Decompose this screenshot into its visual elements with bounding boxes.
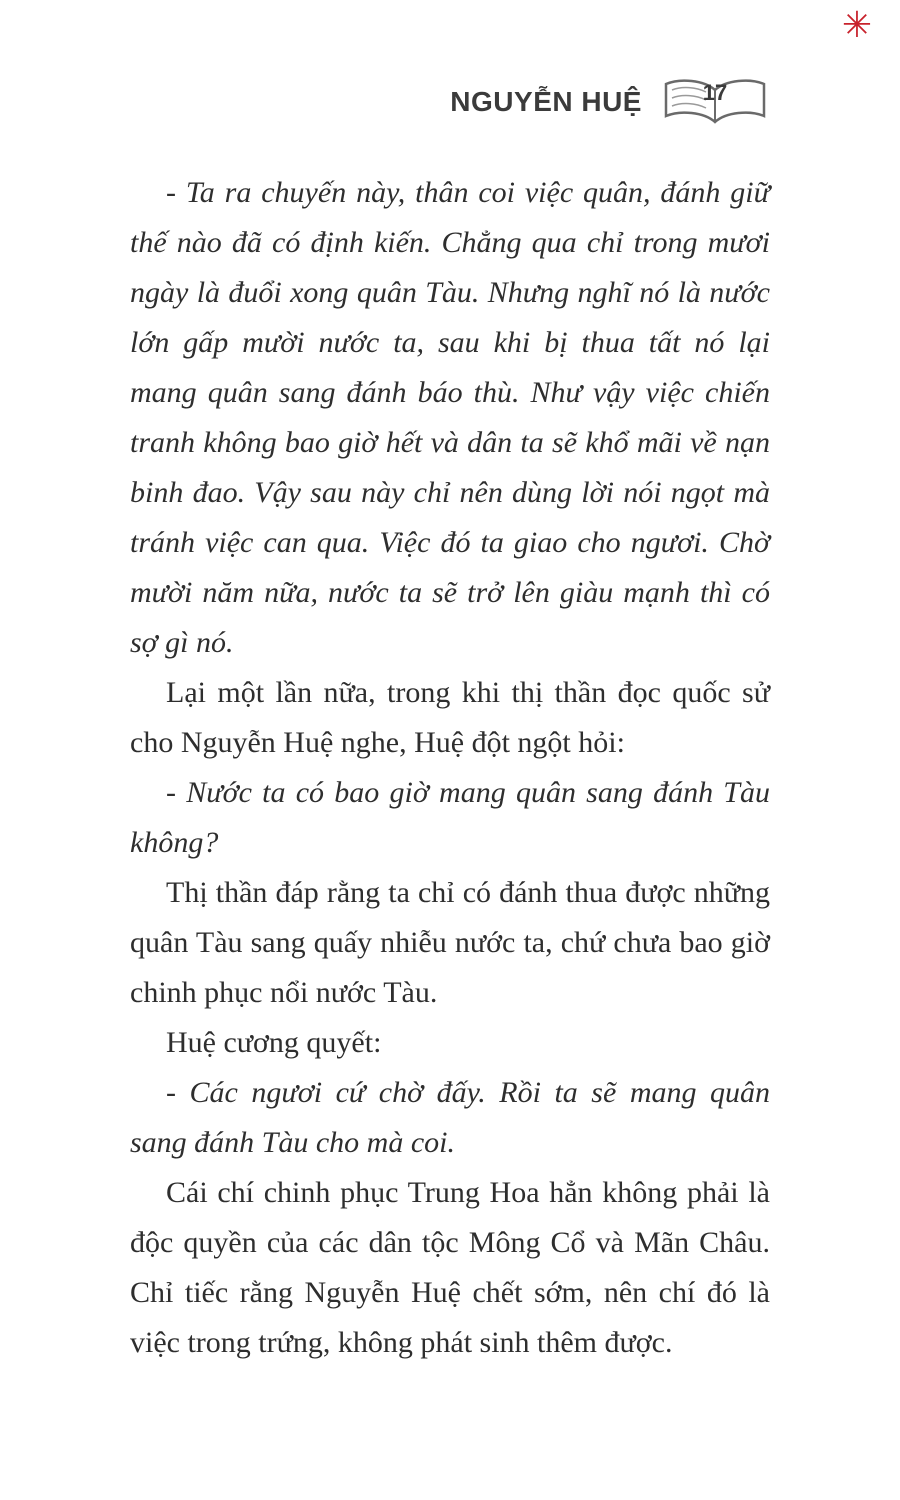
red-asterisk-icon: ✳ [841,5,872,46]
chapter-title: NGUYỄN HUỆ [450,86,642,117]
open-book-icon [660,76,770,128]
paragraph-narration: Huệ cương quyết: [166,1026,382,1059]
paragraph-narration: Cái chí chinh phục Trung Hoa hẳn không phải là độc quyền của các dân tộc Mông Cổ và Mãn Châu. Chỉ tiếc rằng Nguyễn Huệ chết sớm, nên chí đó là việc trong trứng, không phát sinh thêm được. [130,1176,770,1359]
page-header [0,76,770,128]
paragraph-narration: Thị thần đáp rằng ta chỉ có đánh thua được những quân Tàu sang quấy nhiễu nước ta, chứ chưa bao giờ chinh phục nổi nước Tàu. [130,876,770,1009]
paragraph-dialogue: - Ta ra chuyến này, thân coi việc quân, đánh giữ thế nào đã có định kiến. Chẳng qua chỉ trong mươi ngày là đuổi xong quân Tàu. Nhưng nghĩ nó là nước lớn gấp mười nước ta, sau khi bị thua tất nó lại mang quân sang đánh báo thù. Như vậy việc chiến tranh không bao giờ hết và dân ta sẽ khổ mãi về nạn binh đao. Vậy sau này chỉ nên dùng lời nói ngọt mà tránh việc can qua. Việc đó ta giao cho ngươi. Chờ mười năm nữa, nước ta sẽ trở lên giàu mạnh thì có sợ gì nó. [130,176,770,659]
page-body [130,168,770,1368]
paragraph-dialogue: - Nước ta có bao giờ mang quân sang đánh Tàu không? [130,776,770,859]
paragraph-narration: Lại một lần nữa, trong khi thị thần đọc quốc sử cho Nguyễn Huệ nghe, Huệ đột ngột hỏi: [130,676,770,759]
page-number: 17 [702,80,728,105]
paragraph-dialogue: - Các ngươi cứ chờ đấy. Rồi ta sẽ mang quân sang đánh Tàu cho mà coi. [130,1076,770,1159]
